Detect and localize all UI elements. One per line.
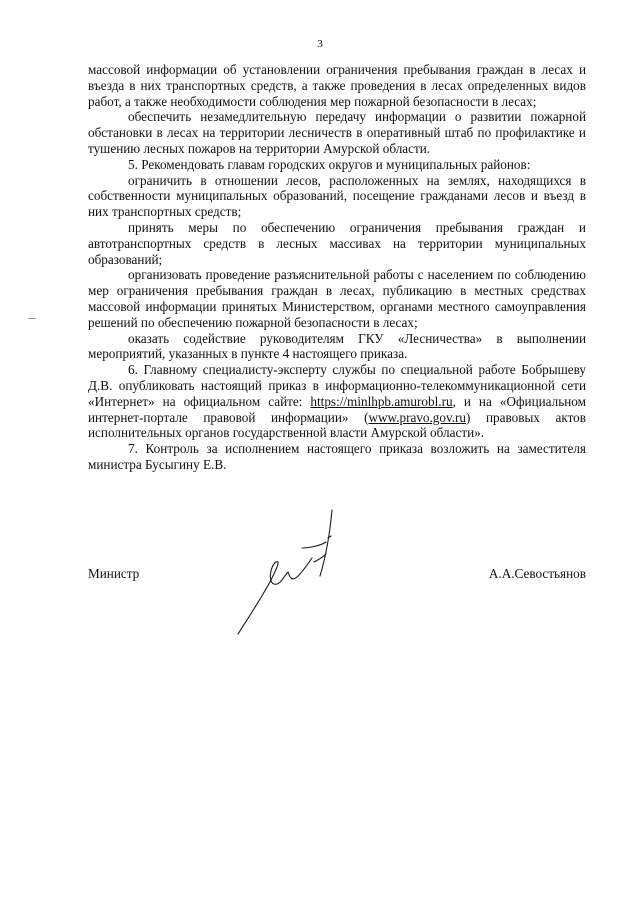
pravo-portal-link[interactable]: www.pravo.gov.ru — [368, 409, 467, 425]
paragraph: оказать содействие руководителям ГКУ «Лесничества» в выполнении мероприятий, указанных в пункте 4 настоящего приказа. — [88, 330, 586, 362]
signatory-title: Министр — [88, 566, 140, 581]
paragraph-item-7: 7. Контроль за исполнением настоящего приказа возложить на заместителя министра Бусыгину Е.В. — [88, 441, 586, 472]
paragraph-6-text-3: ) правовых актов исполнительных органов государственной власти Амурской области». — [88, 409, 586, 441]
document-body — [88, 62, 586, 473]
paragraph-6-text-2: , и на «Официальном интернет-портале правовой информации» ( — [88, 393, 586, 425]
signature-icon — [228, 502, 358, 642]
page-number: 3 — [317, 38, 323, 50]
signatory-name: А.А.Севостьянов — [488, 566, 586, 581]
paragraph-item-6 — [88, 362, 586, 441]
margin-mark — [28, 318, 36, 319]
paragraph-item-5: 5. Рекомендовать главам городских округов и муниципальных районов: — [128, 156, 531, 172]
paragraph: ограничить в отношении лесов, расположенных на землях, находящихся в собственности муниципальных образований, посещение гражданами лесов и въезд в них транспортных средств; — [88, 172, 586, 220]
paragraph: массовой информации об установлении ограничения пребывания граждан в лесах и въезда в них транспортных средств, а также проведения в лесах определенных видов работ, а также необходимости соблюдения мер пожарной безопасности в лесах; — [88, 62, 586, 109]
paragraph: организовать проведение разъяснительной работы с населением по соблюдению мер ограничения пребывания граждан в лесах, публикацию в местных средствах массовой информации принятых Министерством, органами местного самоуправления решений по обеспечению пожарной безопасности в лесах; — [88, 267, 586, 330]
paragraph: обеспечить незамедлительную передачу информации о развитии пожарной обстановки в лесах на территории лесничеств в оперативный штаб по профилактике и тушению лесных пожаров на территории Амурской области. — [88, 109, 586, 156]
paragraph-6-text-1: 6. Главному специалисту-эксперту службы по специальной работе Бобрышеву Д.В. опубликовать настоящий приказ в информационно-телекоммуникационной сети «Интернет» на официальном сайте: — [88, 362, 586, 409]
paragraph: принять меры по обеспечению ограничения пребывания граждан и автотранспортных средств в лесных массивах на территории муниципальных образований; — [88, 219, 586, 267]
ministry-site-link[interactable]: https://minlhpb.amurobl.ru — [310, 393, 453, 409]
